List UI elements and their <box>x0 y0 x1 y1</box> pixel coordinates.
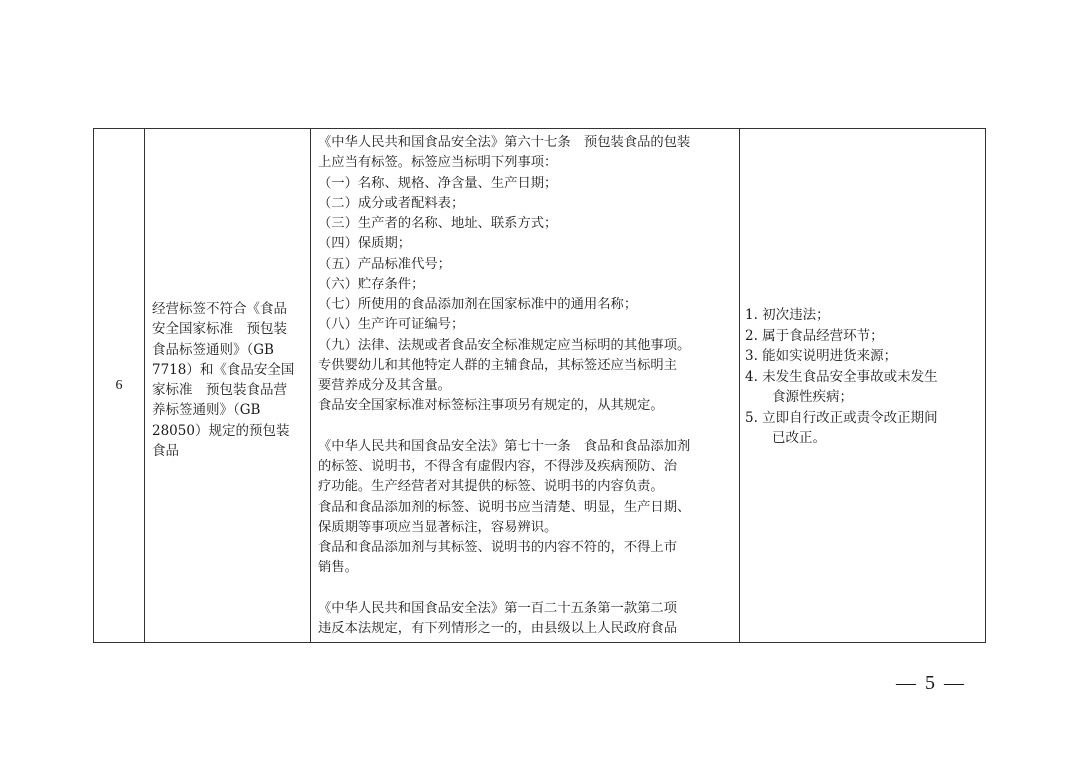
violation-line: 28050）规定的预包装 <box>152 422 290 439</box>
page-number: — 5 — <box>896 672 966 694</box>
violation-line: 食品 <box>152 443 179 460</box>
violation-line: 经营标签不符合《食品 <box>152 301 287 317</box>
column-divider <box>144 129 145 642</box>
law-line: （六）贮存条件； <box>318 276 425 292</box>
violation-line: 7718）和《食品安全国 <box>152 361 295 378</box>
law-line: 食品安全国家标准对标签标注事项另有规定的，从其规定。 <box>318 398 664 414</box>
law-line: 保质期等事项应当显著标注，容易辨识。 <box>318 519 558 535</box>
law-line: （三）生产者的名称、地址、联系方式； <box>318 216 558 231</box>
violation-line: 安全国家标准 预包装 <box>152 321 287 338</box>
law-line: 上应当有标签。标签应当标明下列事项： <box>318 155 558 171</box>
law-line: （九）法律、法规或者食品安全标准规定应当标明的其他事项。 <box>318 337 691 353</box>
violation-description <box>152 299 302 461</box>
law-line: 《中华人民共和国食品安全法》第七十一条 食品和食品添加剂 <box>318 438 691 454</box>
violation-line: 家标准 预包装食品营 <box>152 382 287 399</box>
law-line: 疗功能。生产经营者对其提供的标签、说明书的内容负责。 <box>318 479 664 495</box>
law-line: （一）名称、规格、净含量、生产日期； <box>318 175 558 191</box>
condition-item: 1. 初次违法； <box>745 307 830 323</box>
law-line: （五）产品标准代号； <box>318 256 451 272</box>
condition-item: 已改正。 <box>745 430 826 446</box>
law-line: 食品和食品添加剂的标签、说明书应当清楚、明显，生产日期、 <box>318 499 691 515</box>
law-line: 的标签、说明书，不得含有虚假内容，不得涉及疾病预防、治 <box>318 459 678 474</box>
law-line: （八）生产许可证编号； <box>318 317 465 333</box>
law-line: 《中华人民共和国食品安全法》第六十七条 预包装食品的包装 <box>318 135 691 150</box>
exemption-conditions <box>745 305 980 449</box>
column-divider <box>310 129 311 642</box>
regulation-table <box>93 128 986 643</box>
legal-basis-text <box>318 133 733 639</box>
condition-item: 4. 未发生食品安全事故或未发生 <box>745 368 938 385</box>
law-line: 《中华人民共和国食品安全法》第一百二十五条第一款第二项 <box>318 600 678 616</box>
law-line: 要营养成分及其含量。 <box>318 378 451 393</box>
column-divider <box>739 129 740 642</box>
condition-item: 3. 能如实说明进货来源； <box>745 348 898 364</box>
row-number: 6 <box>115 377 123 393</box>
condition-item: 2. 属于食品经营环节； <box>745 327 884 344</box>
blank-line <box>318 579 733 599</box>
law-line: 专供婴幼儿和其他特定人群的主辅食品，其标签还应当标明主 <box>318 357 678 373</box>
violation-line: 养标签通则》（GB <box>152 402 261 419</box>
violation-line: 食品标签通则》（GB <box>152 341 274 358</box>
law-line: （七）所使用的食品添加剂在国家标准中的通用名称； <box>318 297 638 312</box>
law-line: （二）成分或者配料表； <box>318 195 465 211</box>
law-line: 食品和食品添加剂与其标签、说明书的内容不符的，不得上市 <box>318 540 678 555</box>
law-line: （四）保质期； <box>318 236 412 252</box>
law-line: 违反本法规定，有下列情形之一的，由县级以上人民政府食品 <box>318 621 678 636</box>
condition-item: 5. 立即自行改正或责令改正期间 <box>745 409 938 426</box>
blank-line <box>318 417 733 437</box>
law-line: 销售。 <box>318 560 358 576</box>
condition-item: 食源性疾病； <box>745 389 853 405</box>
